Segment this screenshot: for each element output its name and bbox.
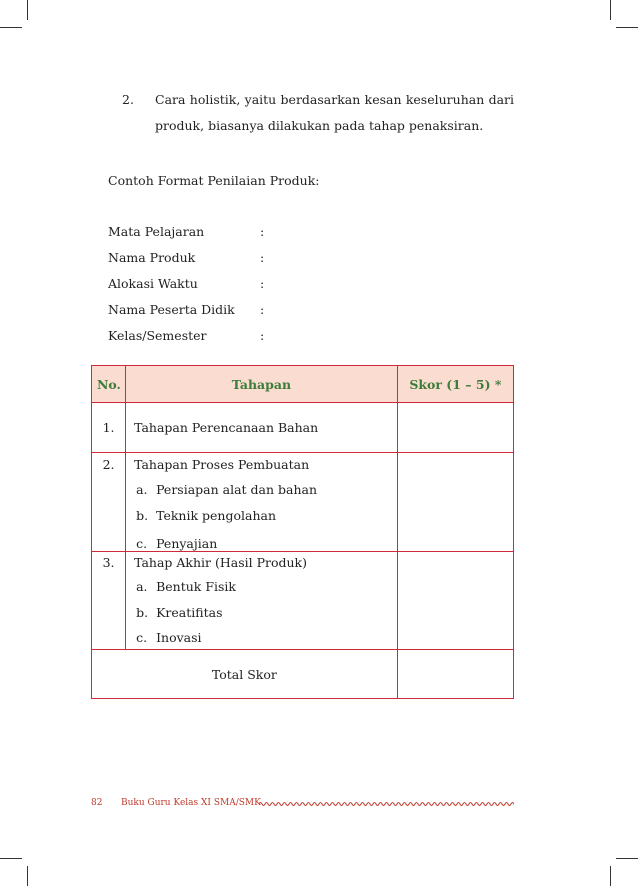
page-number: 82 xyxy=(91,798,103,808)
crop-mark xyxy=(610,0,611,20)
field-colon: : xyxy=(260,276,265,291)
wavy-divider-icon xyxy=(259,800,514,808)
field-colon: : xyxy=(260,250,265,265)
row-number: 3. xyxy=(92,552,126,650)
row-stage xyxy=(126,403,398,453)
sub-item: b. Kreatifitas xyxy=(136,605,223,620)
crop-mark xyxy=(0,27,22,28)
sub-item: c. Inovasi xyxy=(136,630,202,645)
stage-title: Tahap Akhir (Hasil Produk) xyxy=(134,555,308,570)
field-colon: : xyxy=(260,302,265,317)
sub-item: a. Persiapan alat dan bahan xyxy=(136,482,318,497)
row-number: 2. xyxy=(92,453,126,552)
row-stage xyxy=(126,453,398,552)
field-label: Alokasi Waktu xyxy=(108,276,198,291)
field-label: Mata Pelajaran xyxy=(108,224,205,239)
score-cell xyxy=(397,403,513,453)
stage-title: Tahapan Proses Pembuatan xyxy=(134,457,310,472)
crop-mark xyxy=(610,866,611,886)
header-no: No. xyxy=(92,366,126,403)
assessment-table xyxy=(91,365,514,699)
crop-mark xyxy=(27,866,28,886)
total-label: Total Skor xyxy=(92,650,398,699)
row-number: 1. xyxy=(92,403,126,453)
table-row xyxy=(92,403,514,453)
book-title: Buku Guru Kelas XI SMA/SMK xyxy=(121,798,261,808)
total-score-cell xyxy=(397,650,513,699)
total-row xyxy=(92,650,514,699)
sub-item: a. Bentuk Fisik xyxy=(136,579,236,594)
list-number: 2. xyxy=(122,92,134,107)
field-colon: : xyxy=(260,224,265,239)
example-title: Contoh Format Penilaian Produk: xyxy=(108,173,320,188)
header-tahapan: Tahapan xyxy=(126,366,398,403)
stage-title: Tahapan Perencanaan Bahan xyxy=(134,419,319,435)
sub-item: c. Penyajian xyxy=(136,536,218,551)
crop-mark xyxy=(27,0,28,20)
list-text-line-1: Cara holistik, yaitu berdasarkan kesan keseluruhan dari xyxy=(155,92,514,107)
table-header-row xyxy=(92,366,514,403)
crop-mark xyxy=(616,27,638,28)
field-colon: : xyxy=(260,328,265,343)
list-text-line-2: produk, biasanya dilakukan pada tahap penaksiran. xyxy=(155,118,484,133)
header-skor: Skor (1 – 5) * xyxy=(397,366,513,403)
score-cell xyxy=(397,552,513,650)
row-stage xyxy=(126,552,398,650)
crop-mark xyxy=(616,858,638,859)
table-row xyxy=(92,552,514,650)
sub-item: b. Teknik pengolahan xyxy=(136,508,276,523)
crop-mark xyxy=(0,858,22,859)
table-row xyxy=(92,453,514,552)
field-label: Nama Peserta Didik xyxy=(108,302,235,317)
field-label: Kelas/Semester xyxy=(108,328,207,343)
score-cell xyxy=(397,453,513,552)
field-label: Nama Produk xyxy=(108,250,196,265)
